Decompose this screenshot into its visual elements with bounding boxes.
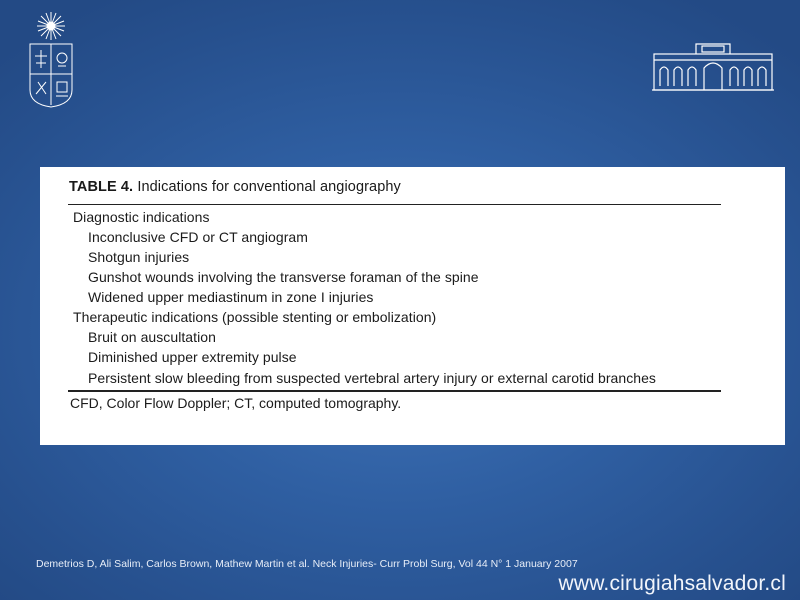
table-row: Therapeutic indications (possible stenting or embolization) (73, 309, 437, 325)
table-row: Diagnostic indications (73, 209, 210, 225)
citation: Demetrios D, Ali Salim, Carlos Brown, Mathew Martin et al. Neck Injuries- Curr Probl Surg, Vol 44 N° 1 January 2007 (36, 558, 578, 570)
table-footnote: CFD, Color Flow Doppler; CT, computed tomography. (70, 395, 402, 411)
table-row: Bruit on auscultation (88, 329, 216, 345)
table-row: Shotgun injuries (88, 249, 190, 265)
table-row: Persistent slow bleeding from suspected vertebral artery injury or external carotid branches (88, 370, 656, 386)
table-row: Inconclusive CFD or CT angiogram (88, 229, 308, 245)
table-number: TABLE 4. (69, 179, 134, 195)
university-seal-icon (26, 8, 76, 108)
table-top-rule (68, 204, 721, 205)
angiography-table (40, 167, 785, 445)
table-caption: Indications for conventional angiography (137, 179, 401, 195)
table-bottom-rule (68, 390, 721, 392)
table-row: Diminished upper extremity pulse (88, 349, 297, 365)
building-facade-icon (652, 40, 774, 92)
table-title (69, 179, 401, 195)
table-row: Gunshot wounds involving the transverse foraman of the spine (88, 269, 479, 285)
website-url: www.cirugiahsalvador.cl (558, 572, 786, 595)
table-row: Widened upper mediastinum in zone I injuries (88, 289, 374, 305)
